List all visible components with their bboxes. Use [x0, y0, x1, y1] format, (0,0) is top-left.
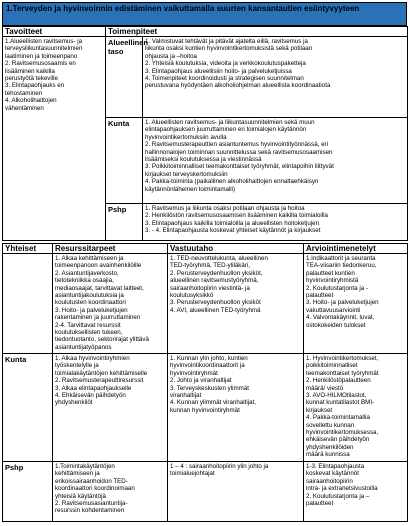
text-line: ehkäisevän päihdetyön — [306, 436, 370, 444]
measures-list — [143, 37, 408, 118]
text-line: 3. Elintapaohjaus alueellisiin hoito- ja palveluketjuissa — [145, 67, 292, 75]
text-line: 3. Hoito- ja palveluketjujen — [55, 306, 128, 314]
text-line: 2. Koulutustarjonta ja - — [306, 284, 368, 292]
text-line: kirjaukset — [306, 406, 333, 414]
text-line: perustuvana hyödyntäen alkoholiohjelman alueellista koordinaatiota — [145, 82, 331, 90]
goals-list — [3, 37, 106, 241]
text-line: rakentaminen ja juurruttaminen — [55, 314, 141, 322]
measures-list — [143, 118, 408, 204]
text-line: perustyötä tekeville — [5, 75, 58, 83]
text-line: toimialakäytäntöjen kehittämiselle — [55, 369, 148, 377]
text-line: 2. Yhteisiä koulutuksia, videoita ja verkkokoulutuspaketteja — [145, 60, 306, 68]
text-line: koskevat käytännöt — [306, 470, 359, 478]
text-line: hyvinvointiryhmät — [170, 369, 218, 377]
text-line: 2. Henkilöstöpalautteen — [306, 377, 371, 385]
text-line: 2. Ravitsemusosaamis en — [5, 60, 76, 68]
level-label: Alueellinen taso — [106, 37, 143, 118]
evaluation-cell — [304, 254, 408, 354]
level-label: Pshp — [106, 204, 143, 241]
text-line: 1. Hyvinvointikertomukset, — [306, 355, 379, 362]
text-line: 2. Henkilöstön ravitsemusosaamisen lisääminen kaikilla toimialoilla — [145, 212, 328, 220]
column-header: Arviointimenetelyt — [304, 244, 408, 254]
text-line: elintapaohjauksen juurruttaminen eri toimialojen käytännön — [145, 126, 307, 134]
text-line: 1. Alkaa hyvinvointiryhmien — [55, 355, 130, 362]
text-line: 1. Valmistuvat tehtävät ja pitävät ajatelta eillä, ravitsemus ja — [145, 38, 308, 45]
text-line: vakuttavuusarviointi — [306, 306, 361, 314]
text-line: 3. Hoito- ja palveluketjujen — [306, 299, 379, 307]
text-line: poikkitoiminnalliset — [306, 362, 358, 370]
text-line: koulutusten koordinaattori — [55, 299, 126, 307]
text-line: 2-4. Tarvittavat resurssit — [55, 321, 121, 329]
text-line: 1 – 4 : sairaanhoitopiirin ylin johto ja — [170, 463, 269, 470]
text-line: 2. Perusterveydenhuollon yksiköt, — [170, 269, 263, 277]
text-line: alueellinen ravitsemustyöryhmä, — [170, 277, 259, 285]
text-line: sovellettu kunnan — [306, 421, 355, 429]
text-line: 1-3. Elintapaohjausta — [306, 463, 365, 470]
text-line: 2. Koulutustarjonta ja – — [306, 492, 370, 500]
evaluation-cell — [304, 354, 408, 462]
text-line: 1. Kunnan ylin johto, kuntien — [170, 355, 248, 362]
text-line: mediaosaajat, tarvittavat laitteet, — [55, 284, 144, 292]
level-label: Pshp — [3, 462, 53, 522]
document-title: 1.Terveyden ja hyvinvoinnin edistäminen vaikuttamalla suurten kansantautien esiintyvyyteen — [6, 4, 360, 13]
text-line: ostokokeiden tulokset — [306, 321, 366, 329]
text-line: sairaanhoitopiirin — [306, 477, 353, 485]
level-label: Kunta — [3, 354, 53, 462]
measures-list — [143, 204, 408, 241]
text-line: palautteet — [306, 500, 334, 508]
resources-cell — [53, 254, 168, 354]
text-line: sairaanhoitopiirin viestintä- ja — [170, 284, 250, 292]
text-line: 2. Ravitsemusterapeuttien asiantuntemus hyvinvointityönnässä, eri — [145, 141, 328, 149]
text-line: 4. Ehkäisevän päihdetyön — [55, 392, 126, 400]
text-line: yhteisiä käytäntöjä — [55, 492, 106, 500]
text-line: lisääminen kaikilla — [5, 67, 55, 75]
column-header: Resurssitarpeet — [53, 244, 168, 254]
responsible-cell — [168, 254, 304, 354]
text-line: 3. Alkaa elintapaohjaukselle — [55, 384, 132, 392]
text-line: 4. Valvontakäynnit, luvat, — [306, 314, 375, 322]
text-line: 1. Alkaa kehittämiseen ja — [55, 255, 124, 262]
text-line: liikunta osaksi kuntien hyvinvointikertomuksistä sekä potilaan — [145, 45, 313, 53]
text-line: erikoissairaanhoidon TED- — [55, 477, 128, 485]
document-title-bar — [2, 2, 407, 26]
text-line: TED-työryhmä, TED-yliläkäri, — [170, 262, 250, 270]
text-line: teemakonttaiset työryhmät — [306, 369, 379, 377]
text-line: 1. TED-neuvottelukunta, alueellinen — [170, 255, 268, 262]
text-line: viranhaltijat — [170, 392, 202, 400]
text-line: 4. Pakka-toimintamallia — [306, 414, 370, 422]
text-line: vähentäminen — [5, 104, 44, 112]
text-line: 2. Asiantuntijaverkosto, — [55, 269, 119, 277]
text-line: 4. AVI, alueellinen TED-työryhmä — [170, 306, 261, 314]
text-line: toimialuejohtajat — [170, 470, 215, 478]
text-line: hallinnonalojen toiminnan suunnittelussa sekä ravitsemusosaamisen — [145, 148, 333, 156]
text-line: 1.Indikaattorit ja seuranta — [306, 255, 376, 262]
responsible-cell — [168, 354, 304, 462]
text-line: toimeenpanoon avainhenkilöille — [55, 262, 142, 270]
resources-cell — [53, 354, 168, 462]
text-line: 3. Elintapaohjaus kaikilla toimialoilla ja alueellisten hoitoketjujen — [145, 219, 320, 227]
text-line: kunnat kuntatilastot BMI- — [306, 399, 375, 407]
text-line: työskentelylle ja — [55, 362, 99, 370]
text-line: 4. Toimenpiteet koordinoidusti ja strategisen suunnitelman — [145, 75, 304, 83]
text-line: TEA-viisariin tiedonkeruu, — [306, 262, 377, 270]
text-line: ohjausta ja –hoitoa — [145, 52, 197, 60]
text-line: 2. Ravitsemusasiantuntija- — [55, 500, 128, 508]
column-header: Vastuutaho — [168, 244, 304, 254]
text-line: yhdyshenkilöt — [55, 399, 93, 407]
text-line: määrä kunnissa — [306, 451, 350, 459]
text-line: yhdyshenkilöiden — [306, 443, 354, 451]
text-line: hyvinvointiryhmistä — [306, 277, 359, 285]
text-line: 1.Toimintakäytäntöjen — [55, 463, 115, 470]
text-line: koordinaattori koordinoimaan — [55, 485, 135, 493]
text-line: 3. - 4. Elintapaohjausta koskevat yhteiset käytännöt ja kirjaukset — [145, 227, 321, 235]
text-line: kehittämiseen ja — [55, 470, 100, 478]
text-line: kunnan hyvinvointiryhmät — [170, 406, 240, 414]
resources-cell — [53, 462, 168, 522]
text-line: 1. Ravitsemus ja liikunta osaksi potilaan ohjausta ja hoitoa — [145, 205, 305, 212]
text-line: tietotekniikka osaajia, — [55, 277, 114, 285]
text-line: kirjaukset terveyskertomuksiin — [145, 170, 228, 178]
text-line: 3. Perusterveydenhuollon yksiköt — [170, 299, 261, 307]
text-line: 3. Terveyskeskusten ylimmät — [170, 384, 249, 392]
text-line: 2. Johto ja viranhaltijat — [170, 377, 232, 385]
text-line: koulutuksellisten tukeen, — [55, 329, 123, 337]
text-line: 3. Elintapaohjauks en — [5, 82, 65, 90]
text-line: palautteet kuntien — [306, 269, 355, 277]
text-line: 4. Alkoholihaittojen — [5, 97, 57, 105]
level-label — [3, 254, 53, 354]
text-line: 4. Kunnan ylimmät viranhaltijat, — [170, 399, 256, 407]
resources-table — [2, 243, 408, 522]
measures-header: Toimenpiteet — [106, 27, 408, 37]
text-line: intra- ja extranetsivustoilla — [306, 485, 378, 493]
text-line: hyvinvointikertomuksiin avulla — [145, 133, 227, 141]
text-line: 2. Ravitsemusterapeuttiresurssit — [55, 377, 144, 385]
goals-measures-table — [2, 26, 408, 241]
text-line: asiantuntijakoulutuksia ja — [55, 292, 124, 300]
text-line: määrä/ viestö — [306, 384, 344, 392]
text-line: 4. Pakka-toiminta (paikallinen alkoholihaittojen ennaltaehkäisyn — [145, 178, 319, 186]
text-line: laatiminen ja toimeenpano — [5, 52, 78, 60]
text-line: resurssin kohdentaminen — [55, 507, 125, 515]
text-line: 3. AVO-HILMOtilastot, — [306, 392, 367, 400]
text-line: 1. Alueellisten ravitsemus- ja liikuntasuunnitelmien sekä muun — [145, 119, 315, 126]
evaluation-cell — [304, 462, 408, 522]
goals-header: Tavoitteet — [3, 27, 106, 37]
text-line: terveysliikuntasuunnitelmien — [5, 45, 83, 53]
text-line: hyvinvointikertomuksessa, — [306, 429, 379, 437]
column-header: Yhteiset — [3, 244, 53, 254]
text-line: tehostaminen — [5, 89, 43, 97]
text-line: 1.Alueellisten ravitsemus- ja — [5, 38, 83, 45]
level-label: Kunta — [106, 118, 143, 204]
responsible-cell — [168, 462, 304, 522]
text-line: tiedontuotanto, sektorirajat ylittävä — [55, 336, 149, 344]
text-line: palautteet — [306, 292, 334, 300]
text-line: koulutusyksikkö — [170, 292, 214, 300]
text-line: käytännönläheinen toimintamalli) — [145, 185, 236, 193]
text-line: asiantuntijatyöpanos — [55, 343, 112, 351]
text-line: 3. Polkkitoiminnalliset teemakonttaiset työryhmät, elintapoihin liittyvät — [145, 163, 334, 171]
text-line: hyvinvointikoordinaattorit ja — [170, 362, 245, 370]
text-line: lisäämiseksi koulutuksessa ja viestinnässä — [145, 156, 262, 164]
